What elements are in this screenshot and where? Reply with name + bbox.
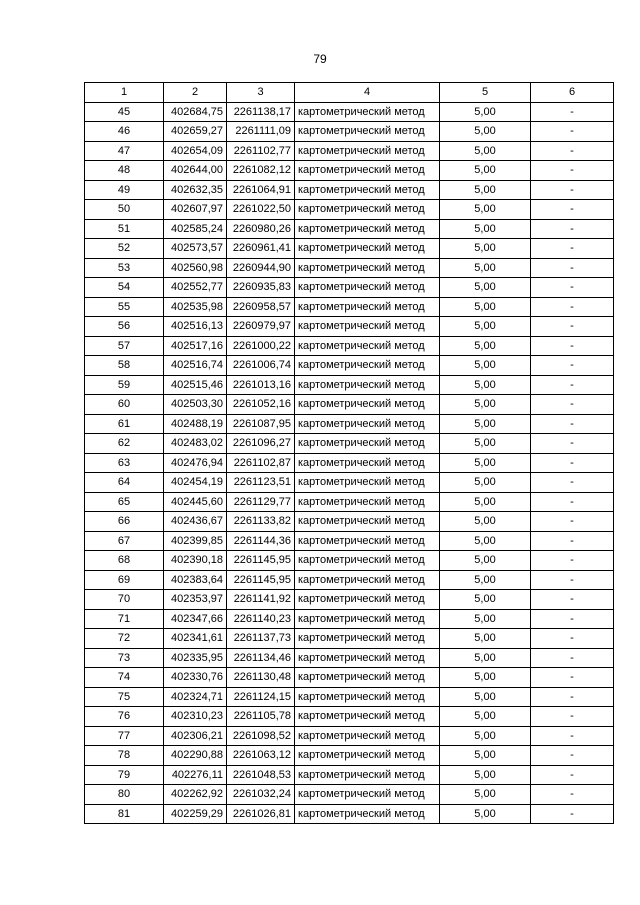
note-cell: - (531, 492, 614, 512)
y-coordinate-cell: 2261082,12 (227, 161, 295, 181)
method-cell: картометрический метод (295, 629, 440, 649)
accuracy-cell: 5,00 (440, 590, 531, 610)
point-number-cell: 77 (85, 726, 164, 746)
x-coordinate-cell: 402516,13 (164, 317, 227, 337)
note-cell: - (531, 239, 614, 259)
table-row (85, 473, 614, 493)
method-cell: картометрический метод (295, 668, 440, 688)
x-coordinate-cell: 402262,92 (164, 785, 227, 805)
accuracy-cell: 5,00 (440, 356, 531, 376)
method-cell: картометрический метод (295, 200, 440, 220)
accuracy-cell: 5,00 (440, 317, 531, 337)
point-number-cell: 70 (85, 590, 164, 610)
accuracy-cell: 5,00 (440, 668, 531, 688)
point-number-cell: 59 (85, 375, 164, 395)
method-cell: картометрический метод (295, 473, 440, 493)
accuracy-cell: 5,00 (440, 609, 531, 629)
point-number-cell: 47 (85, 141, 164, 161)
accuracy-cell: 5,00 (440, 375, 531, 395)
x-coordinate-cell: 402276,11 (164, 765, 227, 785)
table-row (85, 356, 614, 376)
table-row (85, 648, 614, 668)
note-cell: - (531, 122, 614, 142)
y-coordinate-cell: 2261123,51 (227, 473, 295, 493)
method-cell: картометрический метод (295, 395, 440, 415)
accuracy-cell: 5,00 (440, 785, 531, 805)
note-cell: - (531, 785, 614, 805)
point-number-cell: 74 (85, 668, 164, 688)
point-number-cell: 45 (85, 102, 164, 122)
y-coordinate-cell: 2261098,52 (227, 726, 295, 746)
note-cell: - (531, 707, 614, 727)
column-header: 5 (440, 83, 531, 103)
table-row (85, 531, 614, 551)
y-coordinate-cell: 2261032,24 (227, 785, 295, 805)
method-cell: картометрический метод (295, 375, 440, 395)
y-coordinate-cell: 2261087,95 (227, 414, 295, 434)
accuracy-cell: 5,00 (440, 122, 531, 142)
method-cell: картометрический метод (295, 180, 440, 200)
x-coordinate-cell: 402503,30 (164, 395, 227, 415)
x-coordinate-cell: 402607,97 (164, 200, 227, 220)
table-row (85, 200, 614, 220)
method-cell: картометрический метод (295, 804, 440, 824)
x-coordinate-cell: 402483,02 (164, 434, 227, 454)
note-cell: - (531, 278, 614, 298)
point-number-cell: 79 (85, 765, 164, 785)
point-number-cell: 81 (85, 804, 164, 824)
point-number-cell: 76 (85, 707, 164, 727)
x-coordinate-cell: 402516,74 (164, 356, 227, 376)
x-coordinate-cell: 402347,66 (164, 609, 227, 629)
x-coordinate-cell: 402573,57 (164, 239, 227, 259)
point-number-cell: 73 (85, 648, 164, 668)
x-coordinate-cell: 402560,98 (164, 258, 227, 278)
table-row (85, 707, 614, 727)
y-coordinate-cell: 2260961,41 (227, 239, 295, 259)
point-number-cell: 52 (85, 239, 164, 259)
note-cell: - (531, 609, 614, 629)
note-cell: - (531, 746, 614, 766)
table-row (85, 804, 614, 824)
accuracy-cell: 5,00 (440, 395, 531, 415)
y-coordinate-cell: 2260980,26 (227, 219, 295, 239)
point-number-cell: 66 (85, 512, 164, 532)
point-number-cell: 69 (85, 570, 164, 590)
method-cell: картометрический метод (295, 336, 440, 356)
note-cell: - (531, 453, 614, 473)
method-cell: картометрический метод (295, 746, 440, 766)
accuracy-cell: 5,00 (440, 278, 531, 298)
y-coordinate-cell: 2261129,77 (227, 492, 295, 512)
table-row (85, 278, 614, 298)
accuracy-cell: 5,00 (440, 746, 531, 766)
y-coordinate-cell: 2261130,48 (227, 668, 295, 688)
table-row (85, 492, 614, 512)
method-cell: картометрический метод (295, 512, 440, 532)
x-coordinate-cell: 402488,19 (164, 414, 227, 434)
note-cell: - (531, 317, 614, 337)
x-coordinate-cell: 402330,76 (164, 668, 227, 688)
note-cell: - (531, 141, 614, 161)
method-cell: картометрический метод (295, 434, 440, 454)
accuracy-cell: 5,00 (440, 648, 531, 668)
note-cell: - (531, 668, 614, 688)
table-body (85, 102, 614, 824)
y-coordinate-cell: 2261102,87 (227, 453, 295, 473)
table-row (85, 726, 614, 746)
y-coordinate-cell: 2261144,36 (227, 531, 295, 551)
method-cell: картометрический метод (295, 239, 440, 259)
point-number-cell: 48 (85, 161, 164, 181)
x-coordinate-cell: 402515,46 (164, 375, 227, 395)
accuracy-cell: 5,00 (440, 473, 531, 493)
method-cell: картометрический метод (295, 102, 440, 122)
note-cell: - (531, 590, 614, 610)
accuracy-cell: 5,00 (440, 531, 531, 551)
y-coordinate-cell: 2261145,95 (227, 570, 295, 590)
note-cell: - (531, 414, 614, 434)
x-coordinate-cell: 402476,94 (164, 453, 227, 473)
table-row (85, 141, 614, 161)
table-row (85, 434, 614, 454)
method-cell: картометрический метод (295, 785, 440, 805)
y-coordinate-cell: 2261022,50 (227, 200, 295, 220)
note-cell: - (531, 395, 614, 415)
table-row (85, 395, 614, 415)
point-number-cell: 60 (85, 395, 164, 415)
method-cell: картометрический метод (295, 414, 440, 434)
x-coordinate-cell: 402290,88 (164, 746, 227, 766)
x-coordinate-cell: 402399,85 (164, 531, 227, 551)
point-number-cell: 62 (85, 434, 164, 454)
x-coordinate-cell: 402383,64 (164, 570, 227, 590)
table-row (85, 590, 614, 610)
point-number-cell: 55 (85, 297, 164, 317)
table-row (85, 687, 614, 707)
point-number-cell: 67 (85, 531, 164, 551)
accuracy-cell: 5,00 (440, 453, 531, 473)
method-cell: картометрический метод (295, 297, 440, 317)
x-coordinate-cell: 402341,61 (164, 629, 227, 649)
x-coordinate-cell: 402353,97 (164, 590, 227, 610)
note-cell: - (531, 687, 614, 707)
table-row (85, 258, 614, 278)
method-cell: картометрический метод (295, 141, 440, 161)
accuracy-cell: 5,00 (440, 512, 531, 532)
method-cell: картометрический метод (295, 726, 440, 746)
table-row (85, 102, 614, 122)
table-row (85, 785, 614, 805)
y-coordinate-cell: 2260958,57 (227, 297, 295, 317)
method-cell: картометрический метод (295, 551, 440, 571)
accuracy-cell: 5,00 (440, 336, 531, 356)
method-cell: картометрический метод (295, 590, 440, 610)
table-row (85, 180, 614, 200)
y-coordinate-cell: 2261105,78 (227, 707, 295, 727)
y-coordinate-cell: 2261141,92 (227, 590, 295, 610)
x-coordinate-cell: 402390,18 (164, 551, 227, 571)
table-row (85, 414, 614, 434)
note-cell: - (531, 629, 614, 649)
column-header: 6 (531, 83, 614, 103)
table-row (85, 453, 614, 473)
point-number-cell: 80 (85, 785, 164, 805)
y-coordinate-cell: 2261102,77 (227, 141, 295, 161)
point-number-cell: 54 (85, 278, 164, 298)
table-row (85, 512, 614, 532)
y-coordinate-cell: 2261134,46 (227, 648, 295, 668)
method-cell: картометрический метод (295, 707, 440, 727)
table-row (85, 317, 614, 337)
x-coordinate-cell: 402654,09 (164, 141, 227, 161)
accuracy-cell: 5,00 (440, 629, 531, 649)
point-number-cell: 71 (85, 609, 164, 629)
accuracy-cell: 5,00 (440, 765, 531, 785)
y-coordinate-cell: 2261137,73 (227, 629, 295, 649)
point-number-cell: 50 (85, 200, 164, 220)
accuracy-cell: 5,00 (440, 297, 531, 317)
x-coordinate-cell: 402632,35 (164, 180, 227, 200)
page-number: 79 (313, 52, 327, 66)
note-cell: - (531, 551, 614, 571)
table-row (85, 336, 614, 356)
accuracy-cell: 5,00 (440, 200, 531, 220)
y-coordinate-cell: 2261133,82 (227, 512, 295, 532)
note-cell: - (531, 531, 614, 551)
note-cell: - (531, 765, 614, 785)
accuracy-cell: 5,00 (440, 180, 531, 200)
x-coordinate-cell: 402310,23 (164, 707, 227, 727)
y-coordinate-cell: 2260944,90 (227, 258, 295, 278)
table-row (85, 746, 614, 766)
x-coordinate-cell: 402585,24 (164, 219, 227, 239)
column-header: 2 (164, 83, 227, 103)
point-number-cell: 57 (85, 336, 164, 356)
note-cell: - (531, 512, 614, 532)
point-number-cell: 65 (85, 492, 164, 512)
y-coordinate-cell: 2261000,22 (227, 336, 295, 356)
method-cell: картометрический метод (295, 492, 440, 512)
x-coordinate-cell: 402445,60 (164, 492, 227, 512)
note-cell: - (531, 180, 614, 200)
note-cell: - (531, 434, 614, 454)
note-cell: - (531, 473, 614, 493)
table-header-row (85, 83, 614, 103)
y-coordinate-cell: 2261124,15 (227, 687, 295, 707)
accuracy-cell: 5,00 (440, 687, 531, 707)
x-coordinate-cell: 402306,21 (164, 726, 227, 746)
table-row (85, 239, 614, 259)
x-coordinate-cell: 402324,71 (164, 687, 227, 707)
accuracy-cell: 5,00 (440, 551, 531, 571)
note-cell: - (531, 570, 614, 590)
table-row (85, 668, 614, 688)
note-cell: - (531, 375, 614, 395)
table-row (85, 297, 614, 317)
note-cell: - (531, 336, 614, 356)
method-cell: картометрический метод (295, 219, 440, 239)
table-row (85, 161, 614, 181)
method-cell: картометрический метод (295, 453, 440, 473)
method-cell: картометрический метод (295, 531, 440, 551)
table-row (85, 551, 614, 571)
x-coordinate-cell: 402259,29 (164, 804, 227, 824)
method-cell: картометрический метод (295, 258, 440, 278)
note-cell: - (531, 726, 614, 746)
point-number-cell: 64 (85, 473, 164, 493)
method-cell: картометрический метод (295, 687, 440, 707)
y-coordinate-cell: 2260935,83 (227, 278, 295, 298)
accuracy-cell: 5,00 (440, 219, 531, 239)
accuracy-cell: 5,00 (440, 726, 531, 746)
accuracy-cell: 5,00 (440, 258, 531, 278)
y-coordinate-cell: 2261145,95 (227, 551, 295, 571)
x-coordinate-cell: 402535,98 (164, 297, 227, 317)
accuracy-cell: 5,00 (440, 804, 531, 824)
y-coordinate-cell: 2261063,12 (227, 746, 295, 766)
y-coordinate-cell: 2261013,16 (227, 375, 295, 395)
method-cell: картометрический метод (295, 765, 440, 785)
accuracy-cell: 5,00 (440, 141, 531, 161)
y-coordinate-cell: 2261140,23 (227, 609, 295, 629)
method-cell: картометрический метод (295, 356, 440, 376)
x-coordinate-cell: 402659,27 (164, 122, 227, 142)
x-coordinate-cell: 402684,75 (164, 102, 227, 122)
table-row (85, 629, 614, 649)
note-cell: - (531, 219, 614, 239)
column-header: 1 (85, 83, 164, 103)
method-cell: картометрический метод (295, 648, 440, 668)
note-cell: - (531, 297, 614, 317)
note-cell: - (531, 804, 614, 824)
accuracy-cell: 5,00 (440, 414, 531, 434)
point-number-cell: 68 (85, 551, 164, 571)
note-cell: - (531, 356, 614, 376)
table-row (85, 219, 614, 239)
y-coordinate-cell: 2261111,09 (227, 122, 295, 142)
y-coordinate-cell: 2261052,16 (227, 395, 295, 415)
table-row (85, 122, 614, 142)
y-coordinate-cell: 2261006,74 (227, 356, 295, 376)
table-row (85, 375, 614, 395)
y-coordinate-cell: 2261138,17 (227, 102, 295, 122)
x-coordinate-cell: 402436,67 (164, 512, 227, 532)
point-number-cell: 49 (85, 180, 164, 200)
y-coordinate-cell: 2261048,53 (227, 765, 295, 785)
accuracy-cell: 5,00 (440, 707, 531, 727)
note-cell: - (531, 161, 614, 181)
x-coordinate-cell: 402454,19 (164, 473, 227, 493)
method-cell: картометрический метод (295, 570, 440, 590)
y-coordinate-cell: 2261096,27 (227, 434, 295, 454)
x-coordinate-cell: 402552,77 (164, 278, 227, 298)
method-cell: картометрический метод (295, 122, 440, 142)
accuracy-cell: 5,00 (440, 570, 531, 590)
point-number-cell: 75 (85, 687, 164, 707)
point-number-cell: 72 (85, 629, 164, 649)
point-number-cell: 56 (85, 317, 164, 337)
method-cell: картометрический метод (295, 161, 440, 181)
column-header: 4 (295, 83, 440, 103)
accuracy-cell: 5,00 (440, 161, 531, 181)
method-cell: картометрический метод (295, 317, 440, 337)
note-cell: - (531, 102, 614, 122)
table-row (85, 765, 614, 785)
y-coordinate-cell: 2261026,81 (227, 804, 295, 824)
point-number-cell: 78 (85, 746, 164, 766)
point-number-cell: 61 (85, 414, 164, 434)
note-cell: - (531, 258, 614, 278)
accuracy-cell: 5,00 (440, 102, 531, 122)
point-number-cell: 46 (85, 122, 164, 142)
y-coordinate-cell: 2260979,97 (227, 317, 295, 337)
accuracy-cell: 5,00 (440, 239, 531, 259)
x-coordinate-cell: 402644,00 (164, 161, 227, 181)
method-cell: картометрический метод (295, 278, 440, 298)
table-row (85, 570, 614, 590)
coordinates-table (84, 82, 614, 824)
point-number-cell: 63 (85, 453, 164, 473)
method-cell: картометрический метод (295, 609, 440, 629)
accuracy-cell: 5,00 (440, 434, 531, 454)
point-number-cell: 51 (85, 219, 164, 239)
table-row (85, 609, 614, 629)
accuracy-cell: 5,00 (440, 492, 531, 512)
point-number-cell: 53 (85, 258, 164, 278)
y-coordinate-cell: 2261064,91 (227, 180, 295, 200)
point-number-cell: 58 (85, 356, 164, 376)
x-coordinate-cell: 402335,95 (164, 648, 227, 668)
note-cell: - (531, 648, 614, 668)
x-coordinate-cell: 402517,16 (164, 336, 227, 356)
note-cell: - (531, 200, 614, 220)
column-header: 3 (227, 83, 295, 103)
